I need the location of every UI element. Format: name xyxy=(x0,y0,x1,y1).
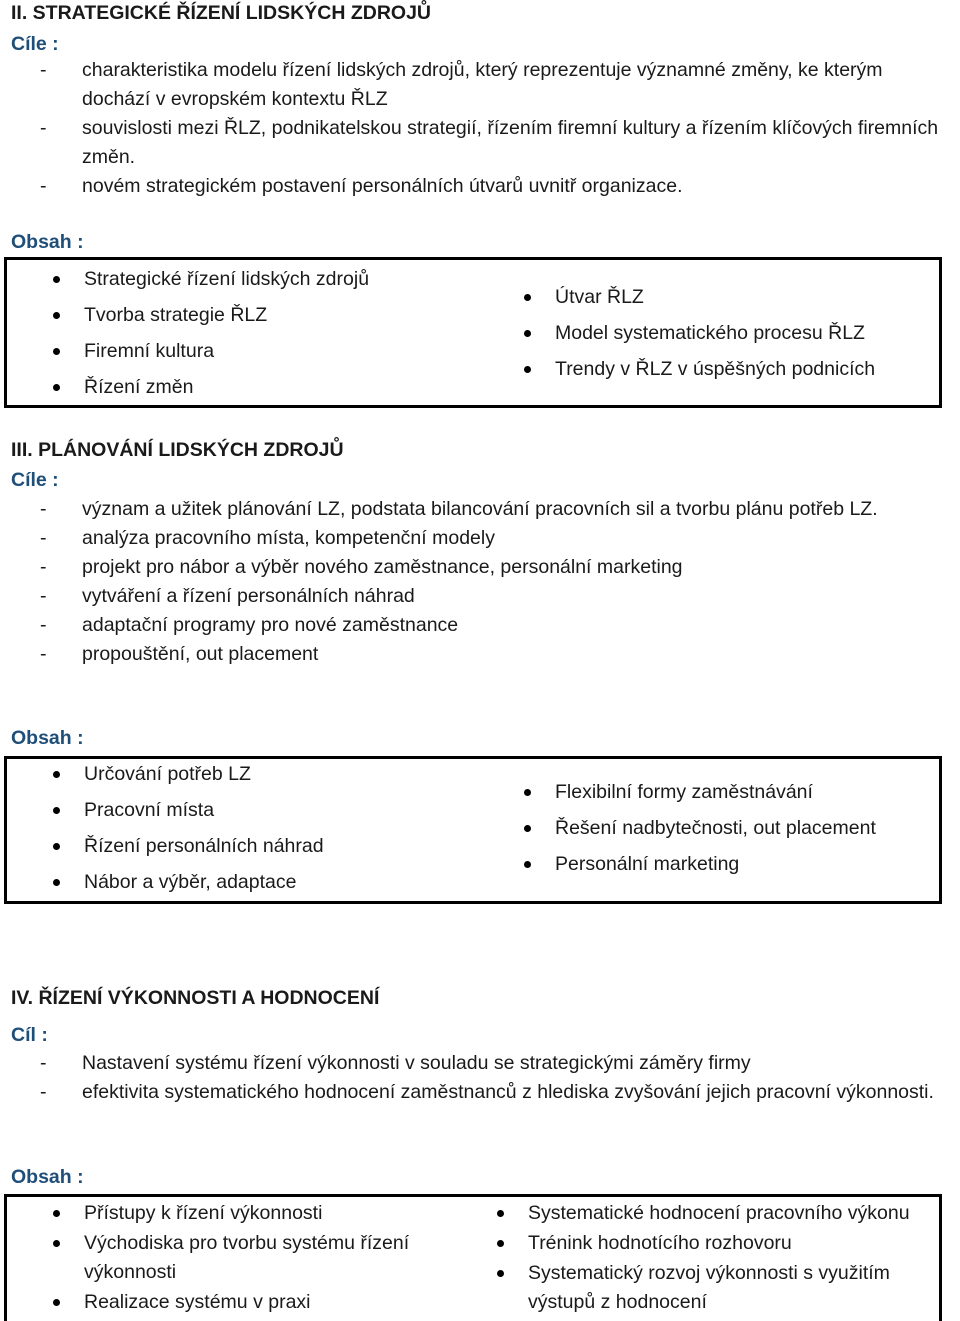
obsah-item: Flexibilní formy zaměstnávání xyxy=(520,779,876,815)
cile-item: - vytváření a řízení personálních náhrad xyxy=(40,585,415,607)
cile-item: - souvislosti mezi ŘLZ, podnikatelskou strategií, řízením firemní kultury a řízením klíčových firemních změn. xyxy=(40,117,939,168)
section-3-title: III. PLÁNOVÁNÍ LIDSKÝCH ZDROJŮ xyxy=(11,439,344,461)
cile-item: - projekt pro nábor a výběr nového zaměstnance, personální marketing xyxy=(40,556,683,578)
bullet-icon xyxy=(53,843,60,850)
section-4-obsah-left xyxy=(49,1199,449,1318)
cile-item: - efektivita systematického hodnocení zaměstnanců z hlediska zvyšování jejich pracovní výkonnosti. xyxy=(40,1081,934,1103)
section-2-cile-list xyxy=(40,56,940,201)
section-3-cile-list xyxy=(40,495,940,669)
section-3-obsah-label: Obsah : xyxy=(11,727,84,749)
bullet-icon xyxy=(497,1240,504,1247)
obsah-item: Určování potřeb LZ xyxy=(49,761,324,797)
obsah-item: Trénink hodnotícího rozhovoru xyxy=(493,1229,938,1258)
obsah-item: Nábor a výběr, adaptace xyxy=(49,869,324,905)
obsah-item: Východiska pro tvorbu systému řízení výkonnosti xyxy=(49,1229,449,1287)
obsah-item: Trendy v ŘLZ v úspěšných podnicích xyxy=(520,356,875,392)
section-3-obsah-left xyxy=(49,761,324,905)
obsah-item: Tvorba strategie ŘLZ xyxy=(49,302,369,338)
obsah-item: Systematické hodnocení pracovního výkonu xyxy=(493,1199,938,1228)
obsah-item: Firemní kultura xyxy=(49,338,369,374)
bullet-icon xyxy=(497,1210,504,1217)
cile-item: - charakteristika modelu řízení lidských zdrojů, který reprezentuje významné změny, ke kterým dochází v evropském kontextu ŘLZ xyxy=(40,59,883,110)
section-2-obsah-left xyxy=(49,266,369,410)
bullet-icon xyxy=(524,861,531,868)
section-4-obsah-box xyxy=(4,1194,942,1321)
obsah-item: Strategické řízení lidských zdrojů xyxy=(49,266,369,302)
obsah-item: Model systematického procesu ŘLZ xyxy=(520,320,875,356)
cile-item: - význam a užitek plánování LZ, podstata bilancování pracovních sil a tvorbu plánu potřeb LZ. xyxy=(40,498,878,520)
bullet-icon xyxy=(524,825,531,832)
bullet-icon xyxy=(53,312,60,319)
section-3-obsah-box xyxy=(4,756,942,904)
bullet-icon xyxy=(53,771,60,778)
bullet-icon xyxy=(524,789,531,796)
obsah-item: Řešení nadbytečnosti, out placement xyxy=(520,815,876,851)
obsah-item: Pracovní místa xyxy=(49,797,324,833)
section-2-obsah-right xyxy=(520,284,875,392)
obsah-item: Útvar ŘLZ xyxy=(520,284,875,320)
cile-item: - adaptační programy pro nové zaměstnance xyxy=(40,614,459,636)
section-4-obsah-right xyxy=(493,1199,938,1318)
section-2-obsah-label: Obsah : xyxy=(11,231,84,253)
section-3-cile-label: Cíle : xyxy=(11,469,59,491)
bullet-icon xyxy=(53,807,60,814)
section-4-cile-list xyxy=(40,1049,940,1107)
section-2-obsah-box xyxy=(4,257,942,408)
cile-item: - propouštění, out placement xyxy=(40,643,319,665)
bullet-icon xyxy=(53,1299,60,1306)
bullet-icon xyxy=(53,879,60,886)
bullet-icon xyxy=(497,1270,504,1277)
bullet-icon xyxy=(524,366,531,373)
section-4-cile-label: Cíl : xyxy=(11,1024,48,1046)
bullet-icon xyxy=(53,384,60,391)
section-3-obsah-right xyxy=(520,779,876,887)
obsah-item: Realizace systému v praxi xyxy=(49,1288,449,1317)
cile-item: - Nastavení systému řízení výkonnosti v souladu se strategickými záměry firmy xyxy=(40,1052,751,1074)
cile-item: - analýza pracovního místa, kompetenční modely xyxy=(40,527,495,549)
section-4-title: IV. ŘÍZENÍ VÝKONNOSTI A HODNOCENÍ xyxy=(11,987,380,1009)
obsah-item: Přístupy k řízení výkonnosti xyxy=(49,1199,449,1228)
obsah-item: Personální marketing xyxy=(520,851,876,887)
section-4-obsah-label: Obsah : xyxy=(11,1166,84,1188)
obsah-item: Řízení změn xyxy=(49,374,369,410)
bullet-icon xyxy=(53,1210,60,1217)
bullet-icon xyxy=(53,1240,60,1247)
bullet-icon xyxy=(524,294,531,301)
bullet-icon xyxy=(524,330,531,337)
cile-item: - novém strategickém postavení personálních útvarů uvnitř organizace. xyxy=(40,175,683,197)
obsah-item: Systematický rozvoj výkonnosti s využitím výstupů z hodnocení xyxy=(493,1259,938,1317)
section-2-title: II. STRATEGICKÉ ŘÍZENÍ LIDSKÝCH ZDROJŮ xyxy=(11,2,431,24)
bullet-icon xyxy=(53,348,60,355)
bullet-icon xyxy=(53,276,60,283)
obsah-item: Řízení personálních náhrad xyxy=(49,833,324,869)
section-2-cile-label: Cíle : xyxy=(11,33,59,55)
